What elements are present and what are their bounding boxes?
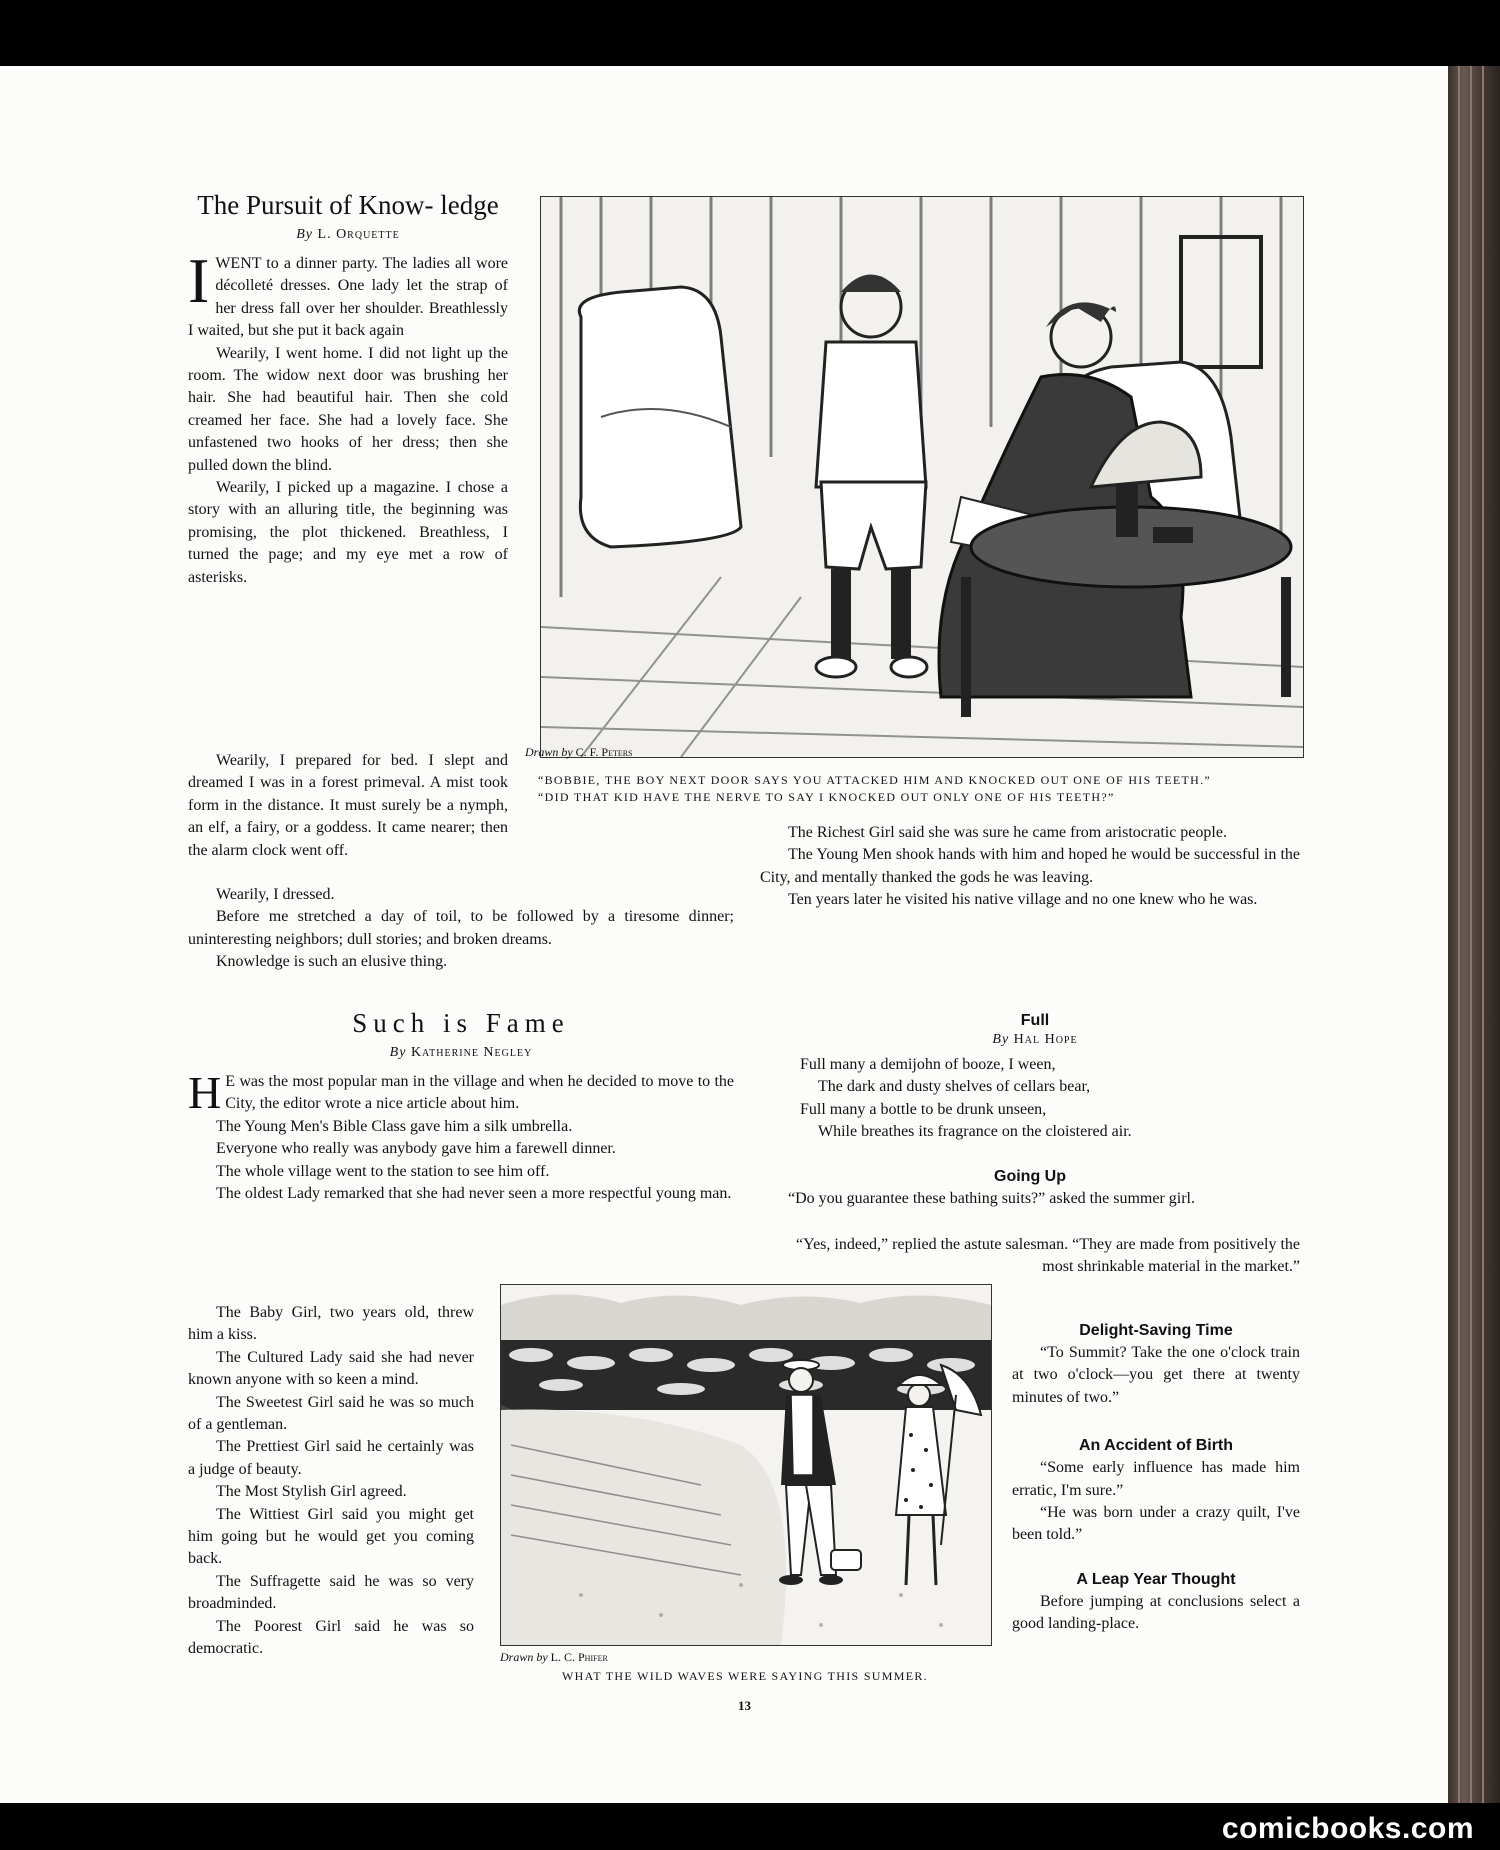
poem-byline <box>770 1032 1300 1048</box>
article-byline <box>188 1045 734 1061</box>
caption-line: “DID THAT KID HAVE THE NERVE TO SAY I KNOCKED OUT ONLY ONE OF HIS TEETH?” <box>538 790 1115 804</box>
paragraph: The Wittiest Girl said you might get him going but he would get you coming back. <box>188 1505 474 1568</box>
illustration-boy-and-mother <box>540 196 1304 758</box>
article-pursuit-of-knowledge <box>188 190 508 589</box>
paragraph: Everyone who really was anybody gave him a farewell dinner. <box>216 1140 616 1158</box>
paragraph: Wearily, I prepared for bed. I slept and dreamed I was in a forest primeval. A mist took form in the distance. It must surely be a nymph, an elf, a fairy, or a goddess. It came nearer; then the alarm clock went off. <box>188 752 508 859</box>
poem-verse <box>770 1054 1300 1144</box>
illustration-credit <box>525 745 633 760</box>
credit-artist: L. C. Phifer <box>550 1650 608 1664</box>
paragraph: The Sweetest Girl said he was so much of a gentleman. <box>188 1393 474 1434</box>
paragraph: The Young Men shook hands with him and hoped he would be successful in the City, and mentally thanked the gods he was leaving. <box>760 846 1300 886</box>
paragraph: The Prettiest Girl said he certainly was a judge of beauty. <box>188 1438 474 1478</box>
joke-title: An Accident of Birth <box>1078 1437 1234 1455</box>
paragraph: Wearily, I went home. I did not light up the room. The widow next door was brushing her hair. She had beautiful hair. Then she cold creamed her face. She had a lovely face. She unfastened two hooks of her dress; then she pulled down the blind. <box>188 344 508 474</box>
verse-line: The dark and dusty shelves of cellars bear, <box>818 1078 1091 1096</box>
paragraph: The Suffragette said he was so very broadminded. <box>188 1572 474 1613</box>
joke-text: “Some early influence has made him erratic, I'm sure.” <box>1012 1459 1300 1499</box>
paragraph: Wearily, I dressed. <box>216 886 335 903</box>
paragraph: The Poorest Girl said he was so democratic. <box>188 1617 474 1658</box>
illustration-credit <box>500 1650 608 1665</box>
drawing-interior-scene <box>541 197 1303 757</box>
joke-text: “He was born under a crazy quilt, I've been told.” <box>1012 1504 1300 1544</box>
poem-full <box>770 1012 1300 1144</box>
joke-text: “Do you guarantee these bathing suits?” asked the summer girl. <box>788 1190 1195 1207</box>
paragraph: The Baby Girl, two years old, threw him a kiss. <box>188 1304 474 1344</box>
book-spine <box>1448 66 1500 1803</box>
illustration-beach-couple <box>500 1284 992 1646</box>
magazine-page <box>0 66 1448 1803</box>
paragraph: The Young Men's Bible Class gave him a silk umbrella. <box>216 1117 573 1135</box>
paragraph: E was the most popular man in the village and when he decided to move to the City, the editor wrote a nice article about him. <box>225 1073 734 1113</box>
paragraph: The oldest Lady remarked that she had never seen a more respectful young man. <box>216 1185 732 1203</box>
joke-text: “To Summit? Take the one o'clock train at two o'clock—you get there at twenty minutes of two.” <box>1012 1344 1300 1406</box>
paragraph: The Most Stylish Girl agreed. <box>216 1483 407 1501</box>
joke-text: Before jumping at conclusions select a good landing-place. <box>1012 1592 1300 1633</box>
verse-line: Full many a demijohn of booze, I ween, <box>800 1056 1056 1073</box>
watermark-text: comicbooks.com <box>1221 1812 1474 1845</box>
verse-line: Full many a bottle to be drunk unseen, <box>800 1100 1047 1118</box>
page-number: 13 <box>738 1698 751 1713</box>
joke-text: “Yes, indeed,” replied the astute salesman. “They are made from positively the most shrinkable material in the market.” <box>796 1236 1300 1276</box>
paragraph: WENT to a dinner party. The ladies all wore décolleté dresses. One lady let the strap of her dress fall over her shoulder. Breathlessly I waited, but she put it back again <box>188 255 508 340</box>
joke-title: Going Up <box>994 1168 1066 1185</box>
drop-cap: H <box>188 1067 222 1118</box>
spine-line <box>1458 66 1460 1803</box>
byline-prefix: By <box>992 1032 1010 1047</box>
paragraph: Before me stretched a day of toil, to be followed by a tiresome dinner; uninteresting neighbors; dull stories; and broken dreams. <box>188 908 734 948</box>
byline-prefix: By <box>296 227 314 242</box>
illustration-caption <box>538 772 1298 806</box>
article-body-wide <box>188 884 734 974</box>
spine-line <box>1482 66 1484 1803</box>
top-border <box>0 0 1500 62</box>
such-is-fame-continuation <box>760 822 1300 912</box>
article-byline <box>188 227 508 243</box>
drawing-beach-scene <box>501 1285 991 1645</box>
paragraph: Ten years later he visited his native village and no one knew who he was. <box>788 891 1258 909</box>
article-such-is-fame <box>188 1008 734 1205</box>
paragraph: The whole village went to the station to see him off. <box>216 1162 550 1180</box>
article-title: The Pursuit of Know- ledge <box>197 190 499 220</box>
article-body <box>188 245 508 589</box>
paragraph: Knowledge is such an elusive thing. <box>216 953 448 971</box>
credit-artist: C. F. Peters <box>575 745 633 759</box>
such-is-fame-narrow <box>188 1302 474 1661</box>
article-title: Such is Fame <box>352 1008 570 1038</box>
article-body-cont <box>188 750 508 862</box>
joke-going-up-cont <box>760 1234 1300 1279</box>
joke-going-up <box>760 1168 1300 1210</box>
paragraph: Wearily, I picked up a magazine. I chose a story with an alluring title, the beginning was promising, the plot thickened. Breathless, I turned the page; and my eye met a row of asterisks. <box>188 479 508 586</box>
joke-title: A Leap Year Thought <box>1076 1570 1236 1588</box>
paragraph: The Cultured Lady said she had never known anyone with so keen a mind. <box>188 1348 474 1389</box>
credit-prefix: Drawn by <box>500 1650 548 1664</box>
caption-line: “BOBBIE, THE BOY NEXT DOOR SAYS YOU ATTACKED HIM AND KNOCKED OUT ONE OF HIS TEETH.” <box>538 773 1212 787</box>
poem-title: Full <box>1020 1012 1050 1029</box>
author-name: Katherine Negley <box>410 1045 533 1060</box>
paragraph: The Richest Girl said she was sure he came from aristocratic people. <box>788 824 1227 841</box>
joke-title: Delight-Saving Time <box>1079 1322 1233 1339</box>
drop-cap: I <box>188 245 210 316</box>
credit-prefix: Drawn by <box>525 745 573 759</box>
author-name: L. Orquette <box>317 227 400 242</box>
jokes-column <box>1012 1322 1300 1636</box>
illustration-caption: WHAT THE WILD WAVES WERE SAYING THIS SUMMER. <box>562 1669 928 1683</box>
author-name: Hal Hope <box>1013 1032 1078 1047</box>
byline-prefix: By <box>389 1045 407 1060</box>
spine-line <box>1470 66 1472 1803</box>
verse-line: While breathes its fragrance on the cloistered air. <box>818 1123 1132 1141</box>
